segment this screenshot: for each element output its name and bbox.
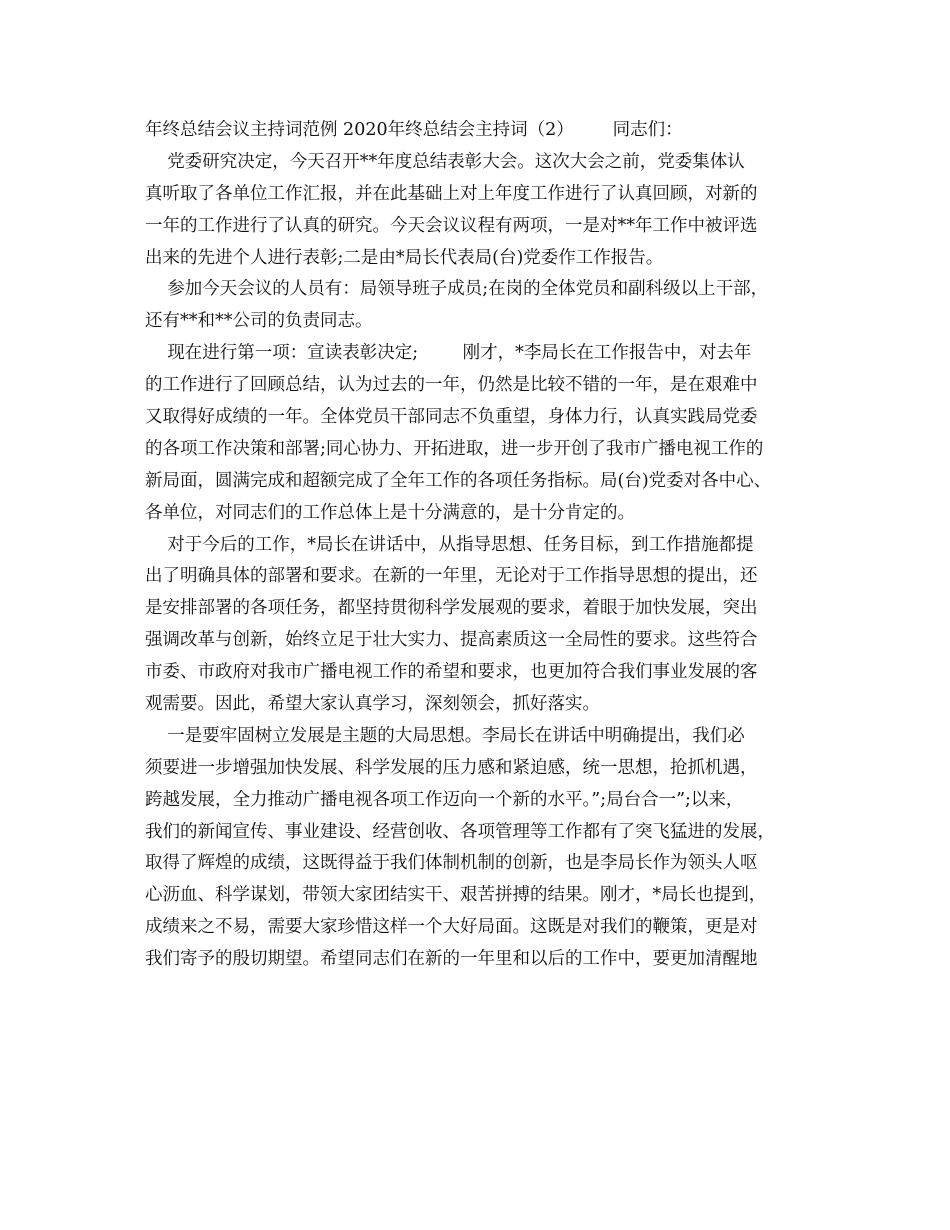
body-line: 新局面，圆满完成和超额完成了全年工作的各项任务指标。局(台)党委对各中心、 [145,470,772,491]
body-line: 各单位，对同志们的工作总体上是十分满意的，是十分肯定的。 [145,502,635,523]
body-line: 还有**和**公司的负责同志。 [145,311,373,332]
body-line: 跨越发展，全力推动广播电视各项工作迈向一个新的水平。”;局台合一”;以来， [145,789,744,810]
body-line: 成绩来之不易，需要大家珍惜这样一个大好局面。这既是对我们的鞭策，更是对 [145,917,758,938]
body-line: 是安排部署的各项任务，都坚持贯彻科学发展观的要求，着眼于加快发展，突出 [145,598,758,619]
body-line: 一年的工作进行了认真的研究。今天会议议程有两项，一是对**年工作中被评选 [145,215,758,236]
body-line: 强调改革与创新，始终立足于壮大实力、提高素质这一全局性的要求。这些符合 [145,630,758,651]
body-line: 观需要。因此，希望大家认真学习，深刻领会，抓好落实。 [145,694,600,715]
body-line: 须要进一步增强加快发展、科学发展的压力感和紧迫感，统一思想，抢抓机遇， [145,757,758,778]
body-line: 心沥血、科学谋划，带领大家团结实干、艰苦拼搏的结果。刚才，*局长也提到， [145,885,767,906]
body-line: 对于今后的工作，*局长在讲话中，从指导思想、任务目标，到工作措施都提 [145,534,754,555]
body-line: 我们的新闻宣传、事业建设、经营创收、各项管理等工作都有了突飞猛进的发展， [145,821,775,842]
body-line: 又取得好成绩的一年。全体党员干部同志不负重望，身体力行，认真实践局党委 [145,407,758,428]
body-line: 出来的先进个人进行表彰;二是由*局长代表局(台)党委作工作报告。 [145,247,664,268]
body-line: 的各项工作决策和部署;同心协力、开拓进取，进一步开创了我市广播电视工作的 [145,438,764,459]
document-title-line: 年终总结会议主持词范例 2020年终总结会主持词（2） 同志们： [145,120,683,140]
body-line: 出了明确具体的部署和要求。在新的一年里，无论对于工作指导思想的提出，还 [145,566,758,587]
body-line: 真听取了各单位工作汇报，并在此基础上对上年度工作进行了认真回顾，对新的 [145,183,758,204]
document-body [145,115,810,976]
body-line: 取得了辉煌的成绩，这既得益于我们体制机制的创新，也是李局长作为领头人呕 [145,853,758,874]
body-line: 我们寄予的殷切期望。希望同志们在新的一年里和以后的工作中，要更加清醒地 [145,949,758,970]
body-line: 党委研究决定，今天召开**年度总结表彰大会。这次大会之前，党委集体认 [145,151,745,172]
body-line: 参加今天会议的人员有：局领导班子成员;在岗的全体党员和副科级以上干部， [145,279,769,300]
body-line: 的工作进行了回顾总结，认为过去的一年，仍然是比较不错的一年，是在艰难中 [145,375,758,396]
body-line: 现在进行第一项：宣读表彰决定; 刚才，*李局长在工作报告中，对去年 [145,343,752,364]
body-line: 市委、市政府对我市广播电视工作的希望和要求，也更加符合我们事业发展的客 [145,662,758,683]
body-line: 一是要牢固树立发展是主题的大局思想。李局长在讲话中明确提出，我们必 [145,725,745,746]
